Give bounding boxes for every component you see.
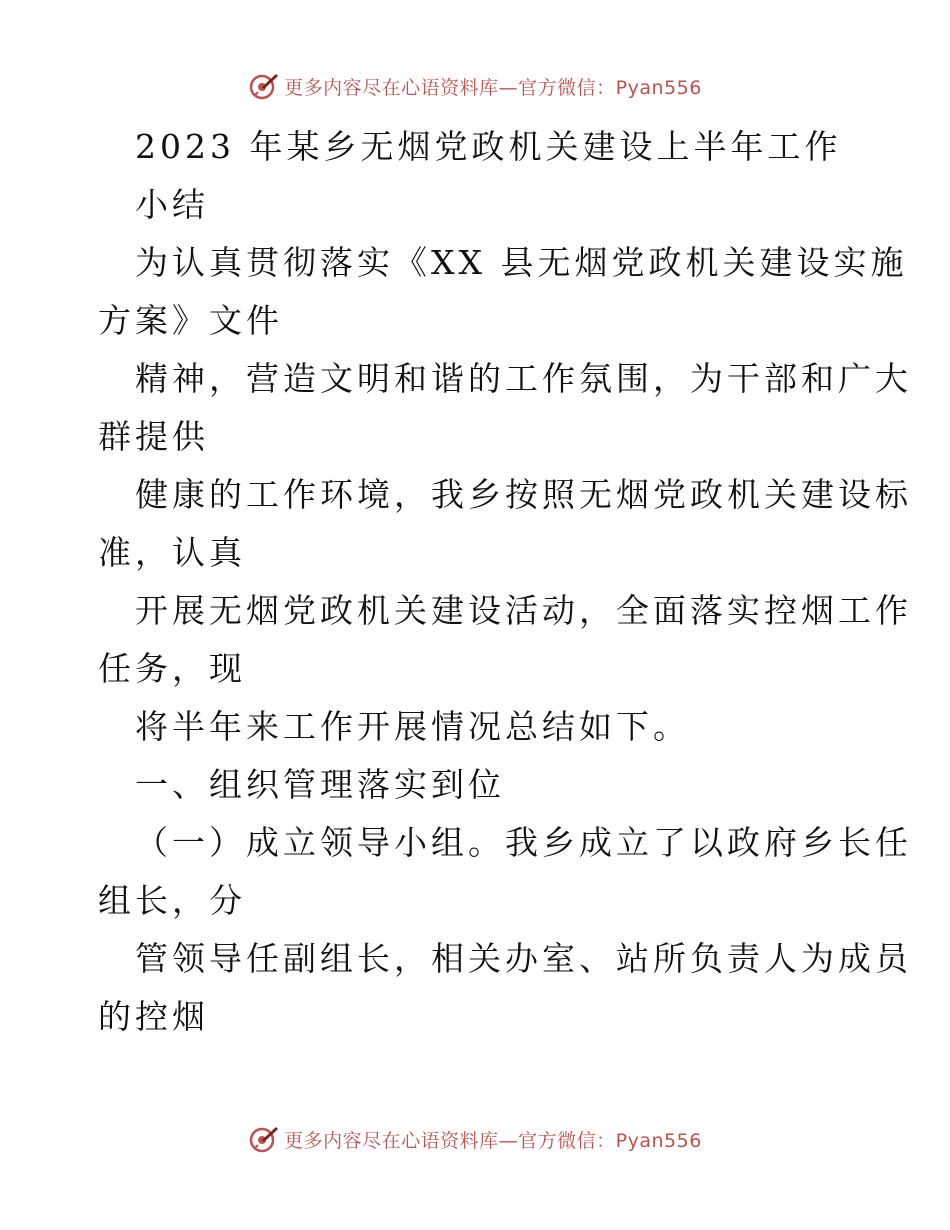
doc-title-line-1: 2023 年某乡无烟党政机关建设上半年工作: [135, 127, 842, 166]
footer-watermark: [0, 1123, 950, 1155]
watermark-contact: Pyan556: [615, 76, 702, 99]
paragraph-line: 组长，分: [98, 881, 246, 920]
pen-logo-icon: [248, 70, 280, 102]
paragraph-line: 的控烟: [98, 997, 209, 1036]
paragraph-line: 为认真贯彻落实《XX 县无烟党政机关建设实施: [135, 243, 908, 282]
paragraph-line: 方案》文件: [98, 301, 283, 340]
paragraph-line: 开展无烟党政机关建设活动，全面落实控烟工作: [135, 591, 912, 630]
paragraph-line: 健康的工作环境，我乡按照无烟党政机关建设标: [135, 475, 912, 514]
watermark-text: 更多内容尽在心语资料库—官方微信：Pyan556: [284, 76, 702, 99]
paragraph-line: 任务，现: [98, 649, 246, 688]
doc-title-line-2: 小结: [135, 185, 209, 224]
paragraph-line: 准，认真: [98, 533, 246, 572]
watermark-contact: Pyan556: [615, 1129, 702, 1152]
watermark-text: 更多内容尽在心语资料库—官方微信：Pyan556: [284, 1129, 702, 1152]
paragraph-line: 将半年来工作开展情况总结如下。: [135, 707, 690, 746]
header-watermark: [0, 70, 950, 102]
pen-logo-icon: [248, 1123, 280, 1155]
paragraph-line: 群提供: [98, 417, 209, 456]
paragraph-line: （一）成立领导小组。我乡成立了以政府乡长任: [135, 823, 912, 862]
paragraph-line: 管领导任副组长，相关办室、站所负责人为成员: [135, 939, 912, 978]
section-heading: 一、组织管理落实到位: [135, 765, 505, 804]
paragraph-line: 精神，营造文明和谐的工作氛围，为干部和广大: [135, 359, 912, 398]
